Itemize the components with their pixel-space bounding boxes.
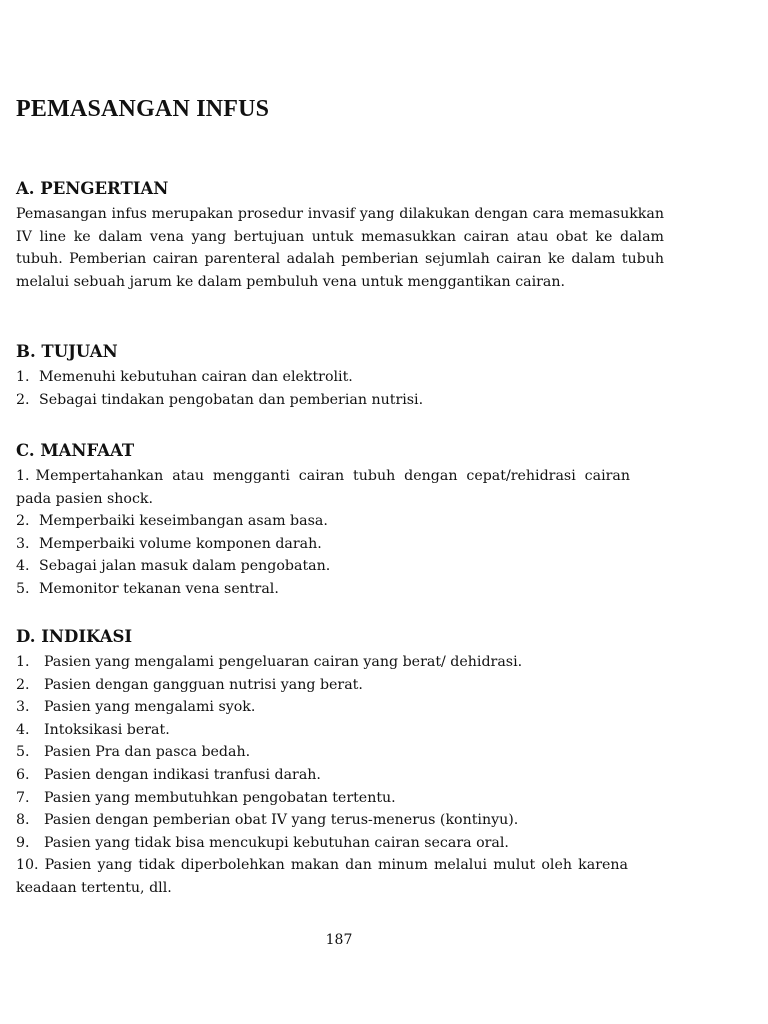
list-item-number: 7. bbox=[16, 789, 30, 806]
list-item-number: 1. bbox=[16, 468, 30, 484]
list-item-text: Pasien dengan indikasi tranfusi darah. bbox=[44, 766, 321, 783]
page-title: PEMASANGAN INFUS bbox=[16, 96, 270, 122]
list-item bbox=[16, 533, 630, 556]
list-item bbox=[16, 465, 630, 510]
list-item bbox=[16, 510, 630, 533]
list-item-number: 6. bbox=[16, 766, 30, 783]
manfaat-list bbox=[16, 465, 630, 601]
list-item-text: Pasien yang tidak diperbolehkan makan dan minum melalui mulut oleh karena keadaan tertentu, dll. bbox=[16, 857, 628, 896]
list-item bbox=[16, 674, 628, 697]
list-item-number: 2. bbox=[16, 513, 30, 530]
indikasi-list bbox=[16, 651, 628, 900]
list-item-number: 2. bbox=[16, 676, 30, 693]
list-item bbox=[16, 854, 628, 899]
list-item-text: Mempertahankan atau mengganti cairan tubuh dengan cepat/rehidrasi cairan pada pasien shock. bbox=[16, 468, 630, 507]
list-item-text: Pasien dengan gangguan nutrisi yang berat. bbox=[44, 676, 363, 693]
list-item bbox=[16, 764, 628, 787]
list-item-text: Sebagai tindakan pengobatan dan pemberian nutrisi. bbox=[39, 391, 424, 408]
list-item-number: 3. bbox=[16, 699, 30, 716]
tujuan-list bbox=[16, 366, 656, 411]
list-item bbox=[16, 719, 628, 742]
list-item bbox=[16, 696, 628, 719]
list-item bbox=[16, 555, 630, 578]
list-item bbox=[16, 578, 630, 601]
list-item-number: 9. bbox=[16, 834, 30, 851]
list-item-number: 5. bbox=[16, 744, 30, 761]
list-item-number: 2. bbox=[16, 391, 30, 408]
list-item-number: 10. bbox=[16, 857, 39, 874]
section-heading-manfaat: C. MANFAAT bbox=[16, 441, 135, 460]
list-item-number: 4. bbox=[16, 558, 30, 575]
list-item-text: Pasien yang tidak bisa mencukupi kebutuhan cairan secara oral. bbox=[44, 834, 509, 851]
list-item bbox=[16, 741, 628, 764]
list-item bbox=[16, 832, 628, 855]
list-item-text: Sebagai jalan masuk dalam pengobatan. bbox=[39, 558, 331, 575]
list-item-text: Pasien yang membutuhkan pengobatan tertentu. bbox=[44, 789, 396, 806]
list-item-text: Memenuhi kebutuhan cairan dan elektrolit. bbox=[39, 369, 353, 385]
list-item-text: Pasien yang mengalami pengeluaran cairan yang berat/ dehidrasi. bbox=[44, 654, 523, 670]
list-item-text: Memperbaiki keseimbangan asam basa. bbox=[39, 513, 328, 530]
list-item-number: 8. bbox=[16, 812, 30, 829]
list-item-text: Memperbaiki volume komponen darah. bbox=[39, 535, 322, 552]
list-item-text: Pasien dengan pemberian obat IV yang terus-menerus (kontinyu). bbox=[44, 812, 519, 829]
list-item-number: 1. bbox=[16, 369, 30, 385]
list-item-number: 5. bbox=[16, 580, 30, 597]
list-item bbox=[16, 389, 656, 412]
list-item-text: Pasien yang mengalami syok. bbox=[44, 699, 256, 716]
list-item-number: 1. bbox=[16, 654, 30, 670]
list-item bbox=[16, 787, 628, 810]
list-item-number: 3. bbox=[16, 535, 30, 552]
list-item-text: Pasien Pra dan pasca bedah. bbox=[44, 744, 251, 761]
section-heading-pengertian: A. PENGERTIAN bbox=[16, 179, 169, 198]
list-item-text: Intoksikasi berat. bbox=[44, 721, 170, 738]
section-heading-tujuan: B. TUJUAN bbox=[16, 342, 118, 361]
list-item bbox=[16, 366, 656, 389]
section-heading-indikasi: D. INDIKASI bbox=[16, 627, 133, 646]
list-item bbox=[16, 651, 628, 674]
list-item-number: 4. bbox=[16, 721, 30, 738]
list-item bbox=[16, 809, 628, 832]
page-number: 187 bbox=[325, 932, 353, 948]
pengertian-paragraph: Pemasangan infus merupakan prosedur invasif yang dilakukan dengan cara memasukkan IV line ke dalam vena yang bertujuan untuk memasukkan cairan atau obat ke dalam tubuh. Pemberian cairan parenteral adalah pemberian sejumlah cairan ke dalam tubuh melalui sebuah jarum ke dalam pembuluh vena untuk menggantikan cairan. bbox=[16, 206, 664, 290]
list-item-text: Memonitor tekanan vena sentral. bbox=[39, 580, 279, 597]
